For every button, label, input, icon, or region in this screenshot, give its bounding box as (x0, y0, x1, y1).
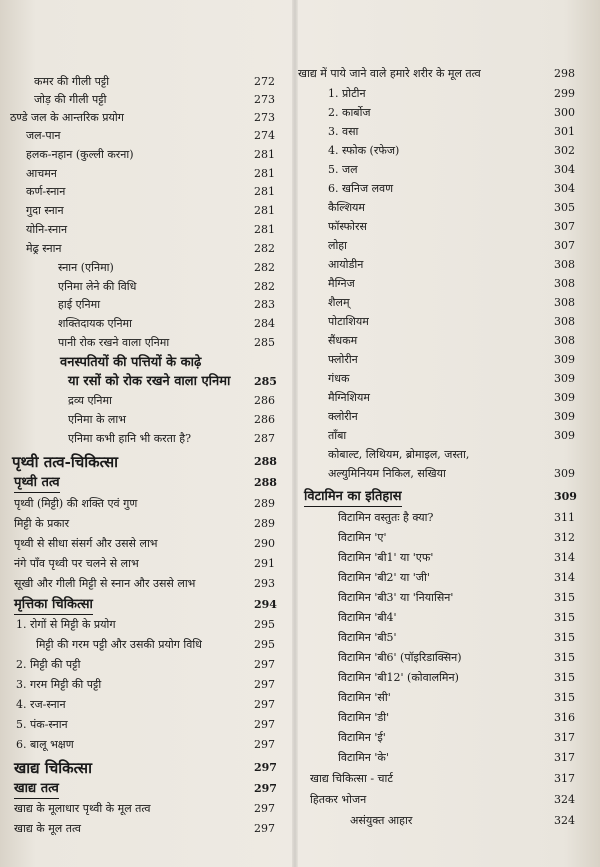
toc-entry-page-number: 299 (554, 87, 575, 100)
toc-entry-title: विटामिन 'बी2' या 'जी' (338, 571, 430, 584)
toc-entry-title: हलक-नहान (कुल्ली करना) (26, 148, 134, 161)
toc-entry-title: कर्ण-स्नान (26, 185, 66, 198)
toc-entry-page-number: 315 (554, 611, 575, 624)
toc-entry-title: एनिमा लेने की विधि (58, 280, 137, 293)
toc-entry-page-number: 317 (554, 751, 575, 764)
toc-entry-page-number: 297 (254, 698, 275, 711)
toc-entry-page-number: 295 (254, 638, 275, 651)
toc-entry-page-number: 282 (254, 242, 275, 255)
toc-entry-page-number: 281 (254, 167, 275, 180)
toc-entry-title: फ्लोरीन (328, 353, 358, 366)
toc-entry-title: मैग्निशियम (328, 391, 370, 404)
toc-entry-page-number: 273 (254, 111, 275, 124)
toc-entry-page-number: 286 (254, 394, 275, 407)
toc-entry-page-number: 309 (554, 372, 575, 385)
toc-entry-page-number: 309 (554, 467, 575, 480)
toc-entry-title: खाद्य चिकित्सा (14, 759, 92, 777)
toc-entry-page-number: 304 (554, 163, 575, 176)
toc-entry-title: कैल्शियम (328, 201, 366, 214)
toc-entry-page-number: 309 (554, 391, 575, 404)
toc-entry-page-number: 308 (554, 258, 575, 271)
toc-entry-page-number: 315 (554, 651, 575, 664)
toc-entry-page-number: 315 (554, 691, 575, 704)
toc-entry-title: कोबाल्ट, लिथियम, ब्रोमाइल, जस्ता, (328, 448, 470, 461)
toc-entry-title: विटामिन 'बी3' या 'नियासिन' (338, 591, 454, 604)
toc-entry-page-number: 272 (254, 75, 275, 88)
toc-entry-title: आयोडीन (328, 258, 364, 271)
toc-entry-title: 2. मिट्टी की पट्टी (16, 658, 81, 671)
toc-entry-title: वनस्पतियों की पत्तियों के काढ़े (60, 355, 202, 370)
toc-entry-page-number: 309 (554, 429, 575, 442)
toc-entry-page-number: 288 (254, 455, 277, 468)
toc-entry-page-number: 297 (254, 782, 277, 795)
toc-entry-title: शैलम् (328, 296, 350, 309)
toc-entry-page-number: 294 (254, 598, 277, 611)
toc-entry-title: क्लोरीन (328, 410, 358, 423)
toc-entry-title: मिट्टी की गरम पट्टी और उसकी प्रयोग विधि (36, 638, 202, 651)
toc-entry-page-number: 297 (254, 822, 275, 835)
toc-entry-title: विटामिन 'सी' (338, 691, 391, 704)
toc-entry-title: 6. खनिज लवण (328, 182, 394, 195)
toc-entry-page-number: 297 (254, 738, 275, 751)
toc-entry-page-number: 324 (554, 793, 575, 806)
toc-entry-title: 1. रोगों से मिट्टी के प्रयोग (16, 618, 116, 631)
toc-entry-title: 3. वसा (328, 125, 359, 138)
toc-entry-title: 6. बालू भक्षण (16, 738, 74, 751)
toc-entry-title: पानी रोक रखने वाला एनिमा (58, 336, 170, 349)
toc-entry-page-number: 286 (254, 413, 275, 426)
toc-entry-page-number: 285 (254, 375, 277, 388)
toc-entry-page-number: 287 (254, 432, 275, 445)
toc-entry-title: 5. जल (328, 163, 358, 176)
toc-entry-title: 4. स्फोक (रफेज) (328, 144, 400, 157)
toc-entry-page-number: 324 (554, 814, 575, 827)
toc-entry-title: विटामिन 'ई' (338, 731, 386, 744)
toc-entry-title: हाई एनिमा (58, 298, 101, 311)
toc-entry-title: असंयुक्त आहार (350, 814, 413, 827)
toc-entry-page-number: 308 (554, 315, 575, 328)
toc-entry-title: खाद्य के मूलाधार पृथ्वी के मूल तत्व (14, 802, 151, 815)
toc-entry-title: पोटाशियम (328, 315, 369, 328)
toc-entry-page-number: 314 (554, 551, 575, 564)
toc-entry-page-number: 314 (554, 571, 575, 584)
toc-entry-page-number: 297 (254, 761, 277, 774)
toc-entry-title: पृथ्वी तत्व (14, 475, 60, 493)
toc-entry-page-number: 289 (254, 497, 275, 510)
toc-entry-title: विटामिन वस्तुतः है क्या? (338, 511, 434, 524)
toc-entry-title: पृथ्वी (मिट्टी) की शक्ति एवं गुण (14, 497, 138, 510)
toc-entry-title: शक्तिदायक एनिमा (58, 317, 132, 330)
toc-entry-page-number: 295 (254, 618, 275, 631)
toc-entry-page-number: 312 (554, 531, 575, 544)
toc-entry-title: विटामिन 'बी12' (कोवालमिन) (338, 671, 459, 684)
toc-entry-page-number: 297 (254, 658, 275, 671)
toc-entry-page-number: 274 (254, 129, 275, 142)
toc-entry-title: जोड़ की गीली पट्टी (34, 93, 107, 106)
toc-entry-page-number: 297 (254, 678, 275, 691)
toc-entry-page-number: 305 (554, 201, 575, 214)
toc-entry-title: मिट्टी के प्रकार (14, 517, 70, 530)
toc-entry-page-number: 291 (254, 557, 275, 570)
toc-entry-title: खाद्य में पाये जाने वाले हमारे शरीर के मूल तत्व (298, 67, 481, 80)
toc-entry-title: मेढ्र स्नान (26, 242, 62, 255)
toc-entry-page-number: 289 (254, 517, 275, 530)
toc-entry-page-number: 297 (254, 802, 275, 815)
toc-entry-title: सूखी और गीली मिट्टी से स्नान और उससे लाभ (14, 577, 196, 590)
toc-entry-page-number: 281 (254, 148, 275, 161)
toc-entry-page-number: 315 (554, 631, 575, 644)
toc-entry-title: अल्युमिनियम निकिल, सखिया (328, 467, 446, 480)
toc-entry-page-number: 301 (554, 125, 575, 138)
toc-entry-page-number: 285 (254, 336, 275, 349)
toc-entry-title: मृत्तिका चिकित्सा (14, 597, 93, 615)
toc-entry-page-number: 317 (554, 772, 575, 785)
toc-entry-title: खाद्य तत्व (14, 781, 59, 799)
toc-entry-page-number: 281 (254, 185, 275, 198)
toc-entry-title: पृथ्वी तत्व-चिकित्सा (12, 453, 118, 471)
toc-entry-page-number: 300 (554, 106, 575, 119)
toc-entry-title: गंधक (328, 372, 350, 385)
toc-entry-title: 5. पंक-स्नान (16, 718, 68, 731)
toc-entry-page-number: 282 (254, 280, 275, 293)
toc-entry-title: फॉस्फोरस (328, 220, 367, 233)
toc-entry-page-number: 307 (554, 220, 575, 233)
toc-entry-page-number: 308 (554, 334, 575, 347)
toc-entry-title: ठण्डे जल के आन्तरिक प्रयोग (10, 111, 124, 124)
toc-entry-title: योनि-स्नान (26, 223, 68, 236)
toc-entry-page-number: 302 (554, 144, 575, 157)
toc-entry-page-number: 309 (554, 490, 577, 503)
toc-entry-title: ताँबा (328, 429, 347, 442)
toc-entry-title: विटामिन 'के' (338, 751, 389, 764)
toc-entry-title: हितकर भोजन (310, 793, 367, 806)
toc-entry-page-number: 315 (554, 671, 575, 684)
toc-entry-title: एनिमा कभी हानि भी करता है? (68, 432, 192, 445)
toc-entry-page-number: 283 (254, 298, 275, 311)
toc-entry-page-number: 315 (554, 591, 575, 604)
toc-entry-title: कमर की गीली पट्टी (34, 75, 110, 88)
toc-entry-title: आचमन (26, 167, 57, 180)
toc-entry-title: खाद्य के मूल तत्व (14, 822, 82, 835)
toc-entry-title: विटामिन 'बी4' (338, 611, 397, 624)
book-gutter (292, 0, 298, 867)
toc-entry-title: विटामिन 'ए' (338, 531, 387, 544)
toc-entry-page-number: 304 (554, 182, 575, 195)
toc-entry-title: नंगे पाँव पृथ्वी पर चलने से लाभ (14, 557, 139, 570)
toc-entry-page-number: 317 (554, 731, 575, 744)
toc-entry-page-number: 316 (554, 711, 575, 724)
toc-entry-page-number: 290 (254, 537, 275, 550)
toc-entry-page-number: 293 (254, 577, 275, 590)
toc-entry-title: एनिमा के लाभ (68, 413, 126, 426)
toc-entry-page-number: 284 (254, 317, 275, 330)
toc-entry-title: जल-पान (26, 129, 61, 142)
toc-entry-title: स्नान (एनिमा) (58, 261, 114, 274)
toc-entry-page-number: 288 (254, 476, 277, 489)
toc-entry-title: सैंधकम (328, 334, 358, 347)
toc-entry-title: गुदा स्नान (26, 204, 64, 217)
toc-entry-page-number: 282 (254, 261, 275, 274)
toc-entry-title: लोहा (328, 239, 347, 252)
toc-entry-page-number: 281 (254, 204, 275, 217)
toc-entry-page-number: 298 (554, 67, 575, 80)
toc-entry-title: खाद्य चिकित्सा - चार्ट (310, 772, 393, 785)
toc-entry-title: 2. कार्बोज (328, 106, 371, 119)
toc-entry-title: विटामिन का इतिहास (304, 489, 402, 507)
toc-entry-page-number: 307 (554, 239, 575, 252)
toc-entry-title: विटामिन 'बी5' (338, 631, 397, 644)
toc-entry-title: या रसों को रोक रखने वाला एनिमा (68, 374, 231, 389)
toc-entry-title: विटामिन 'बी6' (पॉइरिडाक्सिन) (338, 651, 462, 664)
toc-entry-page-number: 308 (554, 296, 575, 309)
toc-entry-page-number: 311 (554, 511, 575, 524)
toc-entry-page-number: 309 (554, 410, 575, 423)
toc-entry-page-number: 281 (254, 223, 275, 236)
toc-entry-page-number: 308 (554, 277, 575, 290)
toc-entry-title: 3. गरम मिट्टी की पट्टी (16, 678, 102, 691)
toc-entry-page-number: 309 (554, 353, 575, 366)
toc-entry-title: विटामिन 'डी' (338, 711, 390, 724)
toc-entry-page-number: 297 (254, 718, 275, 731)
toc-entry-page-number: 273 (254, 93, 275, 106)
toc-entry-title: पृथ्वी से सीधा संसर्ग और उससे लाभ (14, 537, 158, 550)
toc-entry-title: मैग्निज (328, 277, 355, 290)
toc-entry-title: 1. प्रोटीन (328, 87, 366, 100)
toc-entry-title: 4. रज-स्नान (16, 698, 66, 711)
toc-entry-title: द्रव्य एनिमा (68, 394, 112, 407)
toc-entry-title: विटामिन 'बी1' या 'एफ' (338, 551, 434, 564)
